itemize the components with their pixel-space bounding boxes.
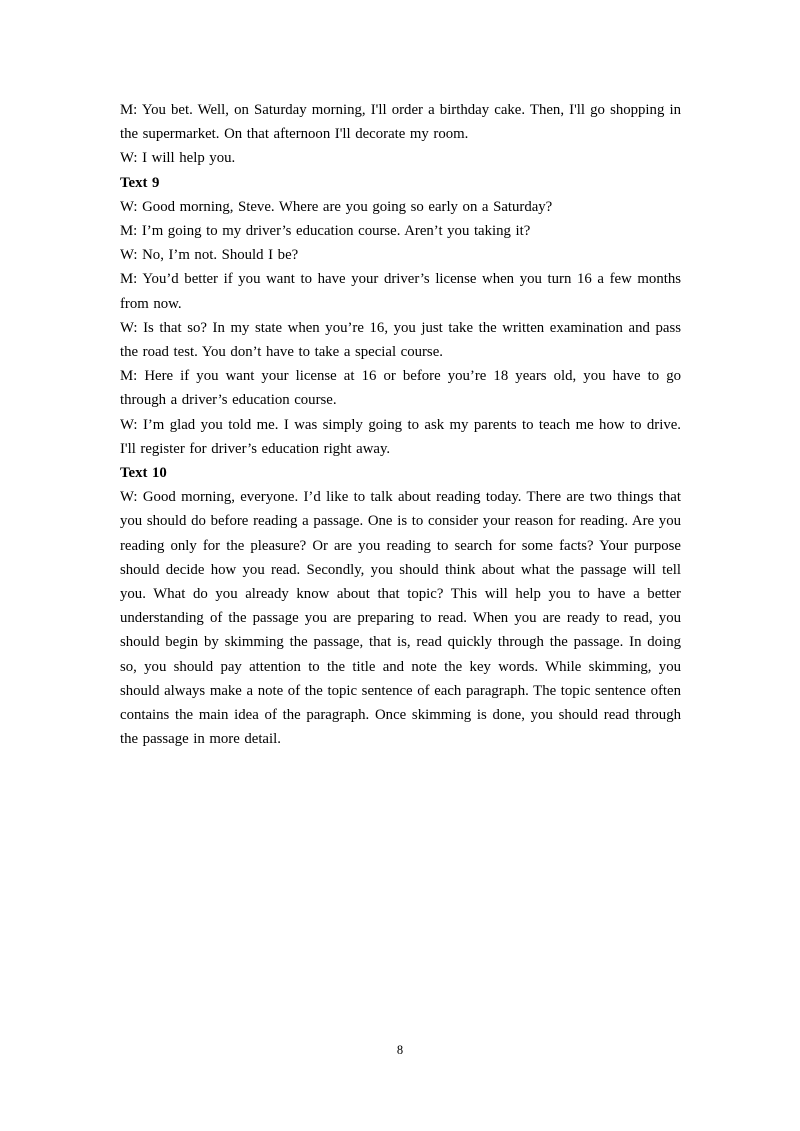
dialogue-paragraph: M: You’d better if you want to have your driver’s license when you turn 16 a few months from now. — [120, 271, 681, 312]
dialogue-paragraph: W: Good morning, everyone. I’d like to talk about reading today. There are two things that you should do before reading a passage. One is to consider your reason for reading. Are you reading only for the pleasure? Or are you reading to search for some facts? Your purpose should decide how you read. Secondly, you should think about what the passage will tell you. What do you already know about that topic? This will help you to have a better understanding of the passage you are preparing to read. When you are ready to read, you should begin by skimming the passage, that is, read quickly through the passage. In doing so, you should pay attention to the title and note the key words. While skimming, you should always make a note of the topic sentence of each paragraph. The topic sentence often contains the main idea of the paragraph. Once skimming is done, you should read through the passage in more detail. — [120, 489, 681, 748]
dialogue-paragraph: M: I’m going to my driver’s education course. Aren’t you taking it? — [120, 223, 531, 240]
dialogue-paragraph: W: I’m glad you told me. I was simply going to ask my parents to teach me how to drive. I'll register for driver’s education right away. — [120, 416, 681, 457]
dialogue-paragraph: W: Is that so? In my state when you’re 16, you just take the written examination and pass the road test. You don’t have to take a special course. — [120, 319, 681, 361]
section-heading: Text 9 — [120, 174, 160, 191]
dialogue-paragraph: W: I will help you. — [120, 150, 236, 167]
dialogue-paragraph: M: You bet. Well, on Saturday morning, I'll order a birthday cake. Then, I'll go shopping in the supermarket. On that afternoon I'll decorate my room. — [120, 102, 681, 143]
dialogue-paragraph: M: Here if you want your license at 16 or before you’re 18 years old, you have to go through a driver’s education course. — [120, 368, 681, 409]
dialogue-paragraph: W: No, I’m not. Should I be? — [120, 247, 299, 264]
transcript — [120, 98, 681, 751]
dialogue-paragraph: W: Good morning, Steve. Where are you going so early on a Saturday? — [120, 198, 553, 215]
page-number: 8 — [396, 1043, 404, 1057]
section-heading: Text 10 — [120, 465, 167, 482]
